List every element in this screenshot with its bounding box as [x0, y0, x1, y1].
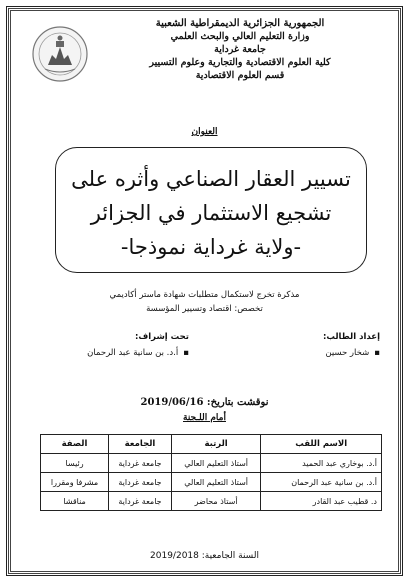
- title-label: العنوان: [191, 127, 218, 137]
- institution-header: [90, 17, 390, 82]
- memo-specialty: تخصص: اقتصاد وتسيير المؤسسة: [146, 304, 263, 314]
- jury-university: جامعة غرداية: [109, 454, 172, 473]
- memo-description: [7, 288, 402, 316]
- jury-table: [40, 434, 382, 511]
- header-department: قسم العلوم الاقتصادية: [195, 70, 285, 81]
- supervisor-label: تحت إشراف:: [134, 332, 189, 342]
- student-name: ▪ شخار حسين: [260, 348, 380, 358]
- jury-rank: أستاذ محاضر: [171, 492, 260, 511]
- university-logo-icon: [31, 25, 89, 83]
- prepared-by-label: إعداد الطالب:: [322, 332, 380, 342]
- cover-page: [6, 6, 403, 576]
- table-row: [41, 492, 382, 511]
- jury-university: جامعة غرداية: [109, 492, 172, 511]
- discussion-date: نوقشت بتاريخ: 2019/06/16: [140, 397, 269, 408]
- header-faculty: كلية العلوم الاقتصادية والتجارية وعلوم التسيير: [149, 57, 331, 68]
- title-line-1: تسيير العقار الصناعي وأثره على: [71, 167, 351, 191]
- jury-name: أ.د. بن سانية عبد الرحمان: [261, 473, 382, 492]
- memo-degree: مذكرة تخرج لاستكمال متطلبات شهادة ماستر أكاديمي: [109, 290, 300, 300]
- header-republic: الجمهورية الجزائرية الديمقراطية الشعبية: [155, 18, 325, 29]
- jury-role: مناقشا: [41, 492, 109, 511]
- header-university: جامعة غرداية: [214, 44, 266, 55]
- academic-year: السنة الجامعية: 2019/2018: [150, 551, 259, 561]
- header-ministry: وزارة التعليم العالي والبحث العلمي: [170, 31, 310, 42]
- jury-rank: أستاذ التعليم العالي: [171, 454, 260, 473]
- supervisor-name: ▪ أ.د. بن سانية عبد الرحمان: [29, 348, 189, 358]
- header-university: الجامعة: [109, 435, 172, 454]
- header-role: الصفة: [41, 435, 109, 454]
- jury-name: أ.د. بوخاري عبد الحميد: [261, 454, 382, 473]
- jury-header-row: [41, 435, 382, 454]
- committee-label: أمام اللـجنة: [183, 413, 226, 423]
- jury-role: مشرفا ومقررا: [41, 473, 109, 492]
- supervisor-section: [29, 332, 189, 358]
- table-row: [41, 473, 382, 492]
- title-line-2: تشجيع الاستثمار في الجزائر: [90, 201, 332, 225]
- table-row: [41, 454, 382, 473]
- prepared-by-section: [260, 332, 380, 358]
- header-rank: الرتبة: [171, 435, 260, 454]
- jury-rank: أستاذ التعليم العالي: [171, 473, 260, 492]
- jury-role: رئيسا: [41, 454, 109, 473]
- jury-name: د. قطيب عبد القادر: [261, 492, 382, 511]
- title-line-3: -ولاية غرداية نموذجا-: [120, 235, 302, 259]
- header-name: الاسم اللقب: [261, 435, 382, 454]
- thesis-title-box: [55, 147, 367, 273]
- jury-university: جامعة غرداية: [109, 473, 172, 492]
